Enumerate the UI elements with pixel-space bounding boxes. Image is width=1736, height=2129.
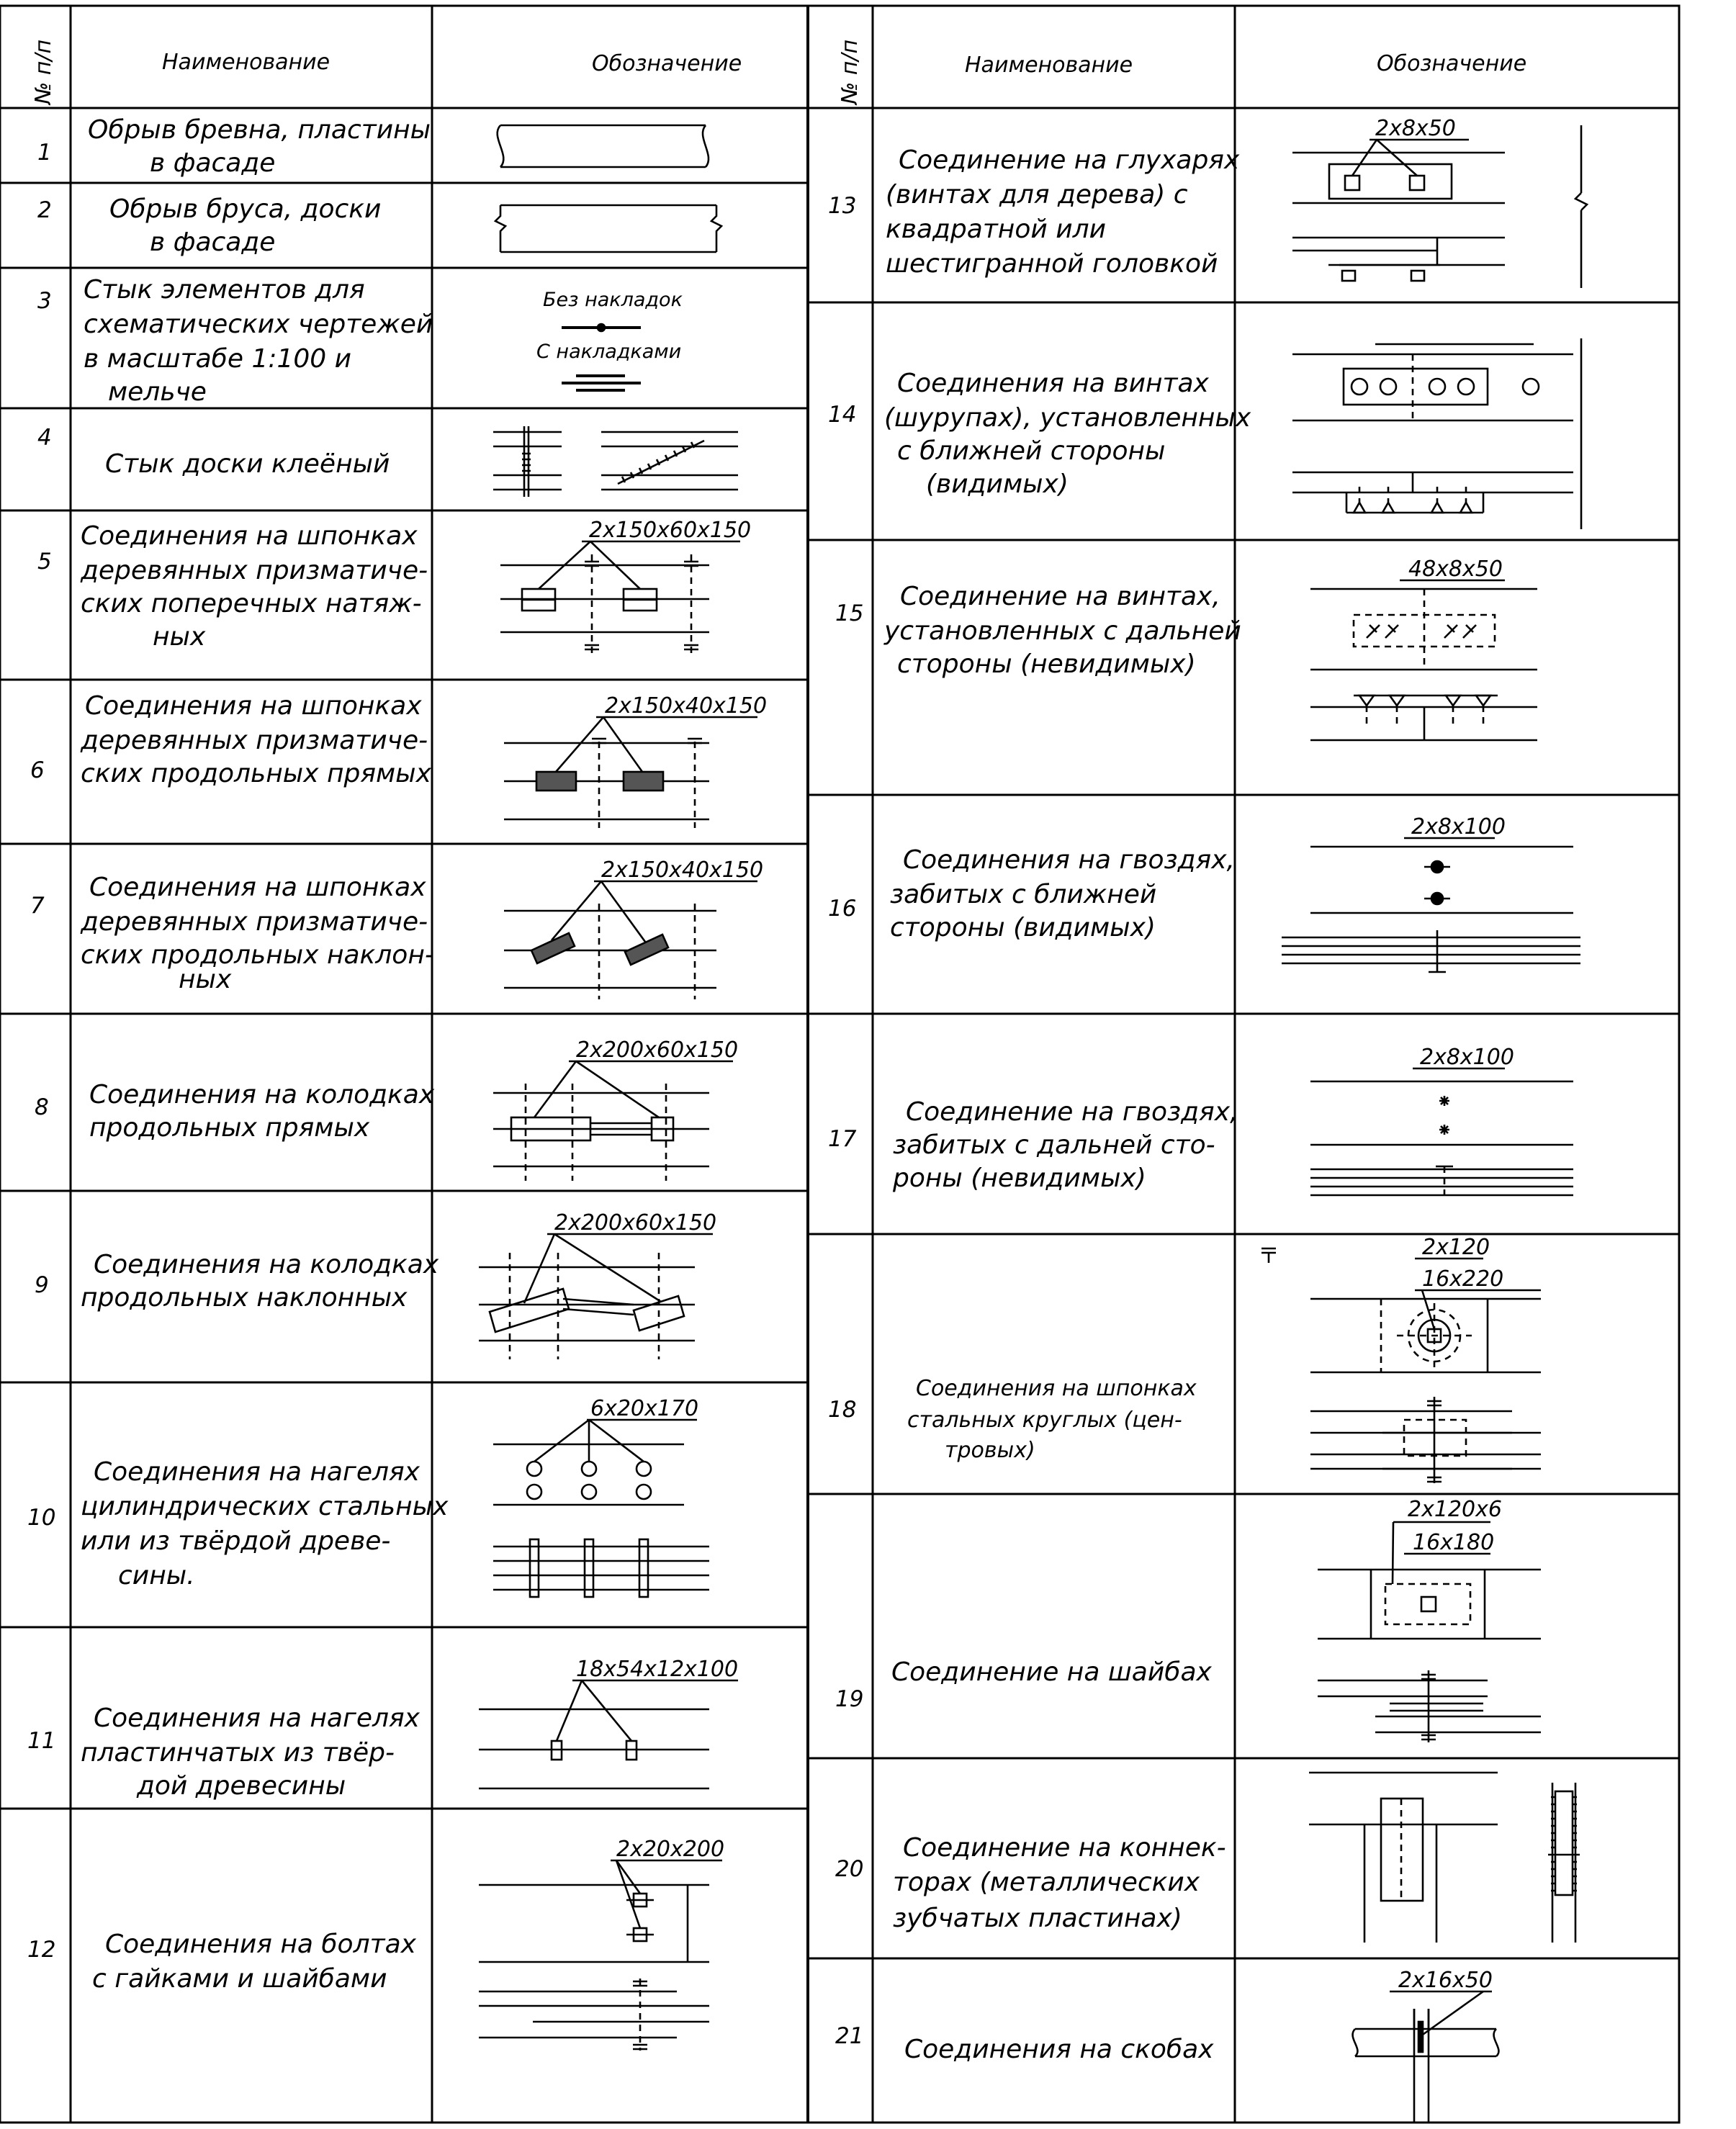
- symbol-bolts: [479, 1837, 724, 2051]
- symbol-log-break: [498, 125, 709, 167]
- row-16-name-1: Соединения на гвоздях,: [903, 845, 1235, 875]
- row-19-name-1: Соединение на шайбах: [891, 1657, 1212, 1687]
- symbol-inclined-blocks: [479, 1210, 716, 1359]
- row-13-name-1: Соединение на глухарях: [899, 145, 1240, 175]
- row-5-name-3: ских поперечных натяж-: [81, 589, 422, 618]
- row-2-name-1: Обрыв бруса, доски: [109, 194, 382, 224]
- symbol-transverse-keys: [500, 518, 751, 655]
- row-15-name-2: установленных с дальней: [884, 616, 1241, 646]
- row-20-name-1: Соединение на коннек-: [903, 1833, 1226, 1863]
- row-20-name-3: зубчатых пластинах): [893, 1904, 1182, 1933]
- symbol-beam-break: [495, 205, 721, 252]
- header-sign-left: Обозначение: [592, 51, 742, 76]
- row-10-name-4: сины.: [118, 1561, 195, 1590]
- row-15-num: 15: [835, 600, 864, 626]
- row-6-name-1: Соединения на шпонках: [85, 691, 422, 721]
- row-17-name-2: забитых с дальней сто-: [893, 1130, 1215, 1160]
- row-11-name-3: дой древесины: [137, 1771, 346, 1801]
- row-2-num: 2: [37, 197, 52, 223]
- row-21-num: 21: [835, 2023, 864, 2049]
- row-11-num: 11: [27, 1728, 56, 1754]
- row-6-dim: 2x150x40x150: [605, 693, 768, 719]
- row-12-name-2: с гайками и шайбами: [92, 1964, 387, 1994]
- header-name-right: Наименование: [965, 53, 1133, 78]
- row-18-dim-2: 16x220: [1422, 1266, 1504, 1292]
- symbol-screws-visible: [1292, 338, 1581, 529]
- row-4-num: 4: [37, 425, 52, 451]
- row-12-name-1: Соединения на болтах: [105, 1930, 416, 1959]
- row-5-num: 5: [37, 549, 52, 575]
- row-18-name-2: стальных круглых (цен-: [907, 1408, 1182, 1433]
- row-14-name-3: с ближней стороны: [897, 436, 1166, 466]
- row-11-name-1: Соединения на нагелях: [94, 1703, 420, 1733]
- row-10-name-3: или из твёрдой древе-: [81, 1526, 391, 1556]
- row-3-name-4: мельче: [108, 377, 207, 407]
- row-17-num: 17: [828, 1126, 857, 1152]
- symbol-schematic-joint: [536, 289, 683, 390]
- symbol-nails-visible: [1282, 814, 1580, 972]
- row-10-name-2: цилиндрических стальных: [81, 1492, 449, 1521]
- table-header: [31, 40, 1526, 106]
- header-num-right: № п/п: [837, 39, 863, 104]
- row-9-num: 9: [35, 1272, 49, 1298]
- row-20-num: 20: [835, 1856, 864, 1882]
- row-4-name-1: Стык доски клеёный: [105, 449, 390, 479]
- row-8-name-1: Соединения на колодках: [89, 1080, 435, 1109]
- row-names: [80, 115, 449, 1994]
- row-12-dim: 2x20x200: [616, 1837, 725, 1862]
- row-9-dim: 2x200x60x150: [554, 1210, 717, 1235]
- row-13-num: 13: [828, 193, 857, 219]
- row-17-dim: 2x8x100: [1420, 1045, 1514, 1070]
- symbol-toothed-connectors: [1309, 1773, 1580, 1943]
- row-19-dim-2: 16x180: [1413, 1530, 1495, 1555]
- row-12-num: 12: [27, 1937, 56, 1963]
- row-14-name-1: Соединения на винтах: [897, 369, 1209, 398]
- symbol-cylindrical-dowels: [493, 1396, 709, 1597]
- row-3-name-1: Стык элементов для: [84, 275, 365, 305]
- row-9-name-2: продольных наклонных: [81, 1283, 408, 1313]
- row-18-name-1: Соединения на шпонках: [916, 1376, 1197, 1401]
- row-5-dim: 2x150x60x150: [589, 518, 752, 543]
- row-13-name-4: шестигранной головкой: [886, 249, 1218, 279]
- joint-without-plates-label: Без накладок: [543, 289, 683, 311]
- row-6-name-3: ских продольных прямых: [81, 759, 431, 788]
- row-names-right: [883, 145, 1251, 2064]
- row-3-num: 3: [37, 288, 52, 314]
- row-1-num: 1: [37, 140, 52, 166]
- row-16-name-3: стороны (видимых): [890, 913, 1156, 942]
- row-10-name-1: Соединения на нагелях: [94, 1457, 420, 1487]
- row-9-name-1: Соединения на колодках: [94, 1250, 439, 1279]
- row-5-name-4: ных: [153, 622, 206, 652]
- row-11-dim: 18x54x12x100: [576, 1657, 739, 1682]
- row-15-name-1: Соединение на винтах,: [900, 582, 1220, 611]
- row-19-num: 19: [835, 1686, 864, 1712]
- symbol-longitudinal-keys: [504, 693, 767, 828]
- row-10-dim: 6x20x170: [590, 1396, 699, 1421]
- row-7-name-2: деревянных призматиче-: [81, 907, 428, 937]
- row-2-name-2: в фасаде: [150, 228, 276, 257]
- row-18-dim: 2x120: [1422, 1235, 1490, 1260]
- row-6-num: 6: [30, 757, 45, 783]
- symbol-inclined-keys: [504, 858, 763, 999]
- row-14-name-4: (видимых): [926, 469, 1069, 499]
- row-7-name-3: ских продольных наклон-: [81, 940, 434, 970]
- row-7-name-4: ных: [179, 965, 232, 994]
- symbol-nails-invisible: [1310, 1045, 1573, 1198]
- header-sign-right: Обозначение: [1377, 51, 1527, 76]
- row-5-name-1: Соединения на шпонках: [81, 521, 418, 551]
- row-11-name-2: пластинчатых из твёр-: [81, 1738, 395, 1768]
- symbol-staples: [1353, 1968, 1499, 2123]
- row-8-dim: 2x200x60x150: [576, 1038, 739, 1063]
- row-15-name-3: стороны (невидимых): [897, 649, 1196, 679]
- row-3-name-2: схематических чертежей: [84, 310, 433, 339]
- symbol-straight-blocks: [493, 1038, 738, 1181]
- row-21-name-1: Соединения на скобах: [904, 2035, 1214, 2064]
- row-13-name-3: квадратной или: [886, 215, 1106, 244]
- row-15-dim: 48x8x50: [1408, 557, 1503, 582]
- row-7-name-1: Соединения на шпонках: [89, 873, 426, 902]
- row-1-name-1: Обрыв бревна, пластины: [88, 115, 431, 145]
- row-6-name-2: деревянных призматиче-: [81, 726, 428, 755]
- row-7-dim: 2x150x40x150: [601, 858, 764, 883]
- row-8-num: 8: [35, 1094, 49, 1120]
- row-16-name-2: забитых с ближней: [890, 880, 1157, 909]
- symbol-plate-dowels: [479, 1657, 738, 1788]
- row-19-dim: 2x120x6: [1408, 1497, 1502, 1522]
- row-5-name-2: деревянных призматиче-: [81, 556, 428, 585]
- row-14-name-2: (шурупах), установленных: [884, 403, 1251, 433]
- row-16-dim: 2x8x100: [1411, 814, 1506, 840]
- row-13-dim: 2x8x50: [1375, 116, 1456, 141]
- row-7-num: 7: [30, 893, 45, 919]
- row-10-num: 10: [27, 1505, 56, 1531]
- row-14-num: 14: [828, 402, 857, 428]
- row-20-name-2: торах (металлических: [893, 1868, 1200, 1897]
- symbol-steel-round-keys: [1261, 1235, 1541, 1483]
- row-8-name-2: продольных прямых: [89, 1113, 370, 1143]
- header-name-left: Наименование: [162, 50, 330, 75]
- row-13-name-2: (винтах для дерева) с: [886, 180, 1188, 210]
- row-16-num: 16: [828, 896, 857, 922]
- symbol-screws-invisible: [1310, 557, 1537, 740]
- symbol-lag-screws: [1292, 116, 1587, 288]
- header-num-left: № п/п: [31, 39, 56, 104]
- row-3-name-3: в масштабе 1:100 и: [84, 344, 352, 374]
- joint-with-plates-label: С накладками: [536, 341, 682, 363]
- symbol-washers: [1318, 1497, 1541, 1742]
- row-18-name-3: тровых): [945, 1438, 1035, 1463]
- row-17-name-3: роны (невидимых): [893, 1163, 1146, 1193]
- row-18-num: 18: [828, 1397, 857, 1423]
- row-1-name-2: в фасаде: [150, 148, 276, 178]
- symbol-glued-joint: [493, 426, 738, 497]
- row-17-name-1: Соединение на гвоздях,: [906, 1097, 1238, 1127]
- row-21-dim: 2x16x50: [1398, 1968, 1493, 1993]
